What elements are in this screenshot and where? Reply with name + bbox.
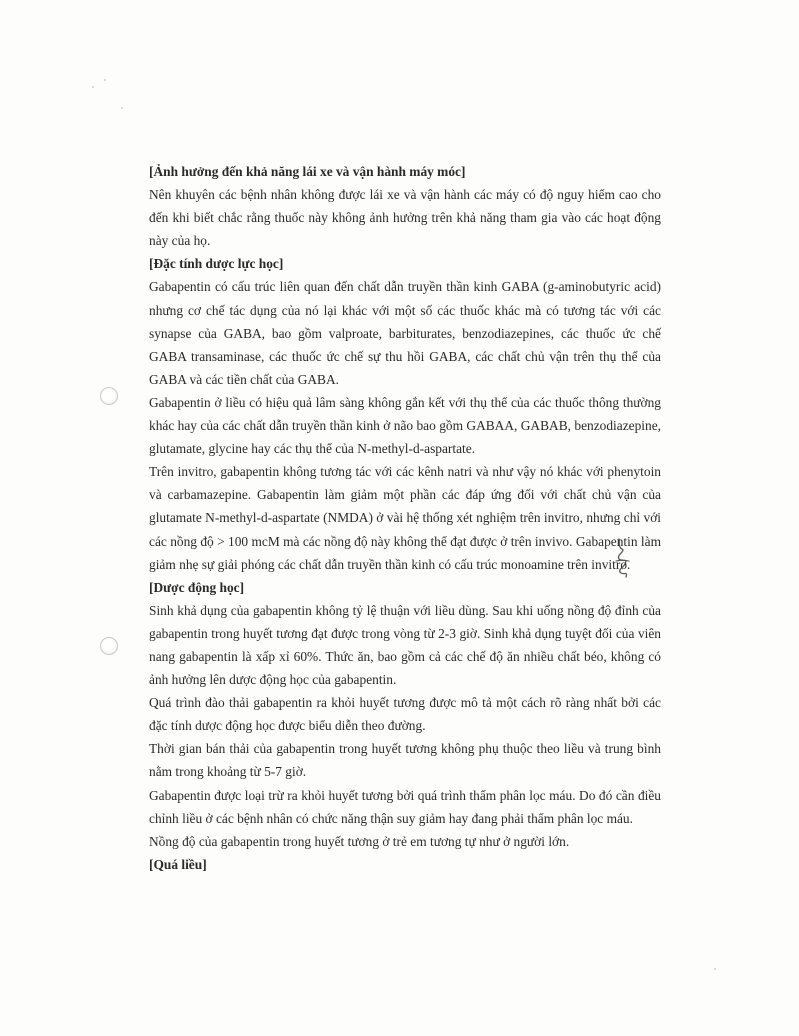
paragraph: Trên invitro, gabapentin không tương tác với các kênh natri và như vậy nó khác với phenytoin và carbamazepine. Gabapentin làm giảm một phần các đáp ứng đối với chất chủ vận của glutamate N-methyl-d-aspartate (NMDA) ở vài hệ thống xét nghiệm trên invitro, nhưng chỉ với các nồng độ > 100 mcM mà các nồng độ này không thể đạt được ở trên invivo. Gabapentin làm giảm nhẹ sự giải phóng các chất dẫn truyền thần kinh có cấu trúc monoamine trên invitro. [149,464,661,572]
paragraph: Nên khuyên các bệnh nhân không được lái xe và vận hành các máy có độ nguy hiểm cao cho đến khi biết chắc rằng thuốc này không ảnh hưởng trên khả năng tham gia vào các hoạt động này của họ. [149,187,661,249]
paragraph: Nồng độ của gabapentin trong huyết tương ở trẻ em tương tự như ở người lớn. [149,833,570,849]
scan-speck [714,968,716,970]
paragraph: Gabapentin được loại trừ ra khỏi huyết tương bởi quá trình thẩm phân lọc máu. Do đó cần điều chỉnh liều ở các bệnh nhân có chức năng thận suy giảm hay đang phải thẩm phân lọc máu. [149,787,661,826]
section-heading-pharmacokinetics: [Dược động học] [149,579,245,595]
section-pharmacodynamics [149,252,661,575]
section-overdose [149,853,661,876]
document-body [149,160,661,876]
punch-hole-lower [100,637,118,655]
paragraph: Gabapentin có cấu trúc liên quan đến chất dẫn truyền thần kinh GABA (g-aminobutyric acid) nhưng cơ chế tác dụng của nó lại khác với một số các thuốc khác mà có tương tác với các synapse của GABA, bao gồm valproate, barbiturates, benzodiazepines, các thuốc ức chế GABA transaminase, các thuốc ức chế sự thu hồi GABA, các chất chủ vận trên thụ thể của GABA và các tiền chất của GABA. [149,279,661,387]
section-heading-driving: [Ảnh hưởng đến khả năng lái xe và vận hành máy móc] [149,164,466,179]
section-driving [149,160,661,252]
scan-speck [92,86,94,88]
paragraph: Thời gian bán thải của gabapentin trong huyết tương không phụ thuộc theo liều và trung bình nằm trong khoảng từ 5-7 giờ. [149,741,661,780]
paragraph: Gabapentin ở liều có hiệu quả lâm sàng không gắn kết với thụ thể của các thuốc thông thường khác hay của các chất dẫn truyền thần kinh ở não bao gồm GABAA, GABAB, benzodiazepine, glutamate, glycine hay các thụ thể của N-methyl-d-aspartate. [149,394,661,457]
section-pharmacokinetics [149,576,661,853]
punch-hole-upper [100,387,118,405]
section-heading-pharmacodynamics: [Đặc tính dược lực học] [149,256,284,272]
paragraph: Sinh khả dụng của gabapentin không tỷ lệ thuận với liều dùng. Sau khi uống nồng độ đỉnh của gabapentin trong huyết tương đạt được trong vòng từ 2-3 giờ. Sinh khả dụng tuyệt đối của viên nang gabapentin là xấp xỉ 60%. Thức ăn, bao gồm cả các chế độ ăn nhiều chất béo, không có ảnh hưởng lên dược động học của gabapentin. [149,602,661,688]
scan-speck [104,79,106,81]
paragraph: Quá trình đào thải gabapentin ra khỏi huyết tương được mô tả một cách rõ ràng nhất bởi các đặc tính dược động học được biểu diễn theo đường. [149,695,661,734]
section-heading-overdose: [Quá liều] [149,856,207,872]
scan-speck [121,107,123,109]
